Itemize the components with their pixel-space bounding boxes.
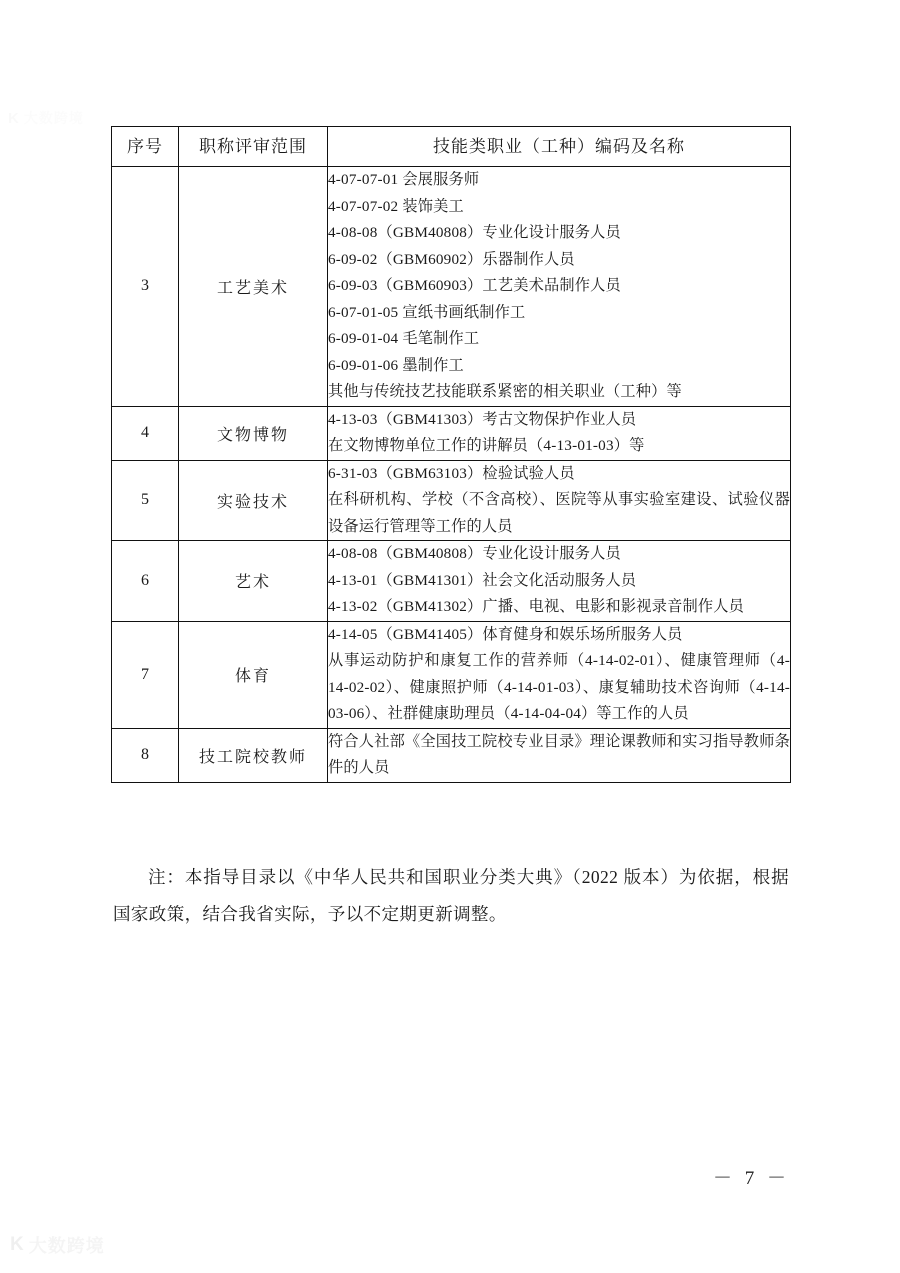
occupation-line: 从事运动防护和康复工作的营养师（4-14-02-01）、健康管理师（4-14-02-02）、健康照护师（4-14-01-03）、康复辅助技术咨询师（4-14-03-06）、社群健康助理员（4-14-04-04）等工作的人员 — [328, 652, 790, 722]
column-header-no: 序号 — [112, 127, 179, 167]
occupation-line: 4-08-08（GBM40808）专业化设计服务人员 — [328, 224, 621, 241]
cell-no: 4 — [112, 406, 179, 460]
table-row — [112, 406, 791, 460]
column-header-occupation: 技能类职业（工种）编码及名称 — [328, 127, 791, 167]
occupation-line: 4-13-01（GBM41301）社会文化活动服务人员 — [328, 571, 637, 589]
table-row — [112, 460, 791, 541]
cell-occupations — [328, 728, 791, 782]
occupation-line: 6-31-03（GBM63103）检验试验人员 — [328, 464, 575, 482]
table-header-row — [112, 127, 791, 167]
cell-occupations — [328, 460, 791, 541]
cell-scope: 实验技术 — [179, 460, 328, 541]
column-header-scope: 职称评审范围 — [179, 127, 328, 167]
cell-scope: 体育 — [179, 621, 328, 728]
cell-scope: 工艺美术 — [179, 167, 328, 407]
watermark-top — [8, 108, 84, 128]
cell-no: 6 — [112, 541, 179, 622]
occupation-line: 4-14-05（GBM41405）体育健身和娱乐场所服务人员 — [328, 625, 683, 643]
occupation-catalog-table — [111, 126, 791, 783]
cell-occupations — [328, 541, 791, 622]
table-row — [112, 167, 791, 407]
occupation-line: 6-09-01-06 墨制作工 — [328, 356, 464, 374]
occupation-line: 4-13-02（GBM41302）广播、电视、电影和影视录音制作人员 — [328, 598, 745, 615]
occupation-line: 在科研机构、学校（不含高校）、医院等从事实验室建设、试验仪器设备运行管理等工作的人员 — [328, 491, 790, 535]
cell-scope: 艺术 — [179, 541, 328, 622]
watermark-bottom — [10, 1232, 105, 1258]
occupation-line: 其他与传统技艺技能联系紧密的相关职业（工种）等 — [328, 383, 682, 400]
occupation-line: 符合人社部《全国技工院校专业目录》理论课教师和实习指导教师条件的人员 — [328, 732, 790, 776]
watermark-brand-text: 大数跨境 — [23, 110, 84, 126]
occupation-line: 在文物博物单位工作的讲解员（4-13-01-03）等 — [328, 437, 645, 454]
page-number: － 7 － — [712, 1168, 790, 1189]
occupation-line: 4-13-03（GBM41303）考古文物保护作业人员 — [328, 410, 637, 428]
table-row — [112, 728, 791, 782]
cell-no: 3 — [112, 167, 179, 407]
occupation-line: 6-09-02（GBM60902）乐器制作人员 — [328, 250, 575, 268]
cell-scope: 技工院校教师 — [179, 728, 328, 782]
cell-no: 7 — [112, 621, 179, 728]
cell-occupations — [328, 406, 791, 460]
cell-scope: 文物博物 — [179, 406, 328, 460]
watermark-logo-icon: K — [8, 109, 18, 127]
occupation-line: 4-07-07-01 会展服务师 — [328, 171, 480, 188]
cell-no: 5 — [112, 460, 179, 541]
table-row — [112, 621, 791, 728]
watermark-brand-text: 大数跨境 — [28, 1236, 105, 1256]
occupation-line: 6-09-01-04 毛笔制作工 — [328, 330, 480, 347]
occupation-line: 6-09-03（GBM60903）工艺美术品制作人员 — [328, 277, 621, 294]
cell-no: 8 — [112, 728, 179, 782]
occupation-line: 4-08-08（GBM40808）专业化设计服务人员 — [328, 545, 621, 562]
occupation-line: 4-07-07-02 装饰美工 — [328, 197, 464, 215]
cell-occupations — [328, 167, 791, 407]
table-note: 注：本指导目录以《中华人民共和国职业分类大典》（2022 版本）为依据，根据国家政策，结合我省实际，予以不定期更新调整。 — [113, 867, 789, 924]
occupation-line: 6-07-01-05 宣纸书画纸制作工 — [328, 303, 526, 321]
table-body — [112, 167, 791, 783]
table-header — [112, 127, 791, 167]
table-row — [112, 541, 791, 622]
cell-occupations — [328, 621, 791, 728]
watermark-logo-icon: K — [10, 1234, 23, 1255]
